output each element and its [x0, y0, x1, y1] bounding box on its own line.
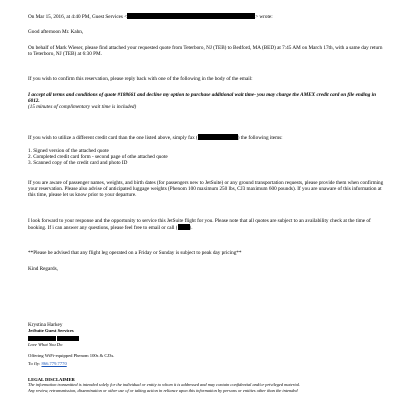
different-card-prefix: If you wish to utilize a different credit card than the one listed above, simply fax ( [28, 135, 198, 141]
different-card-suffix: ) the following items: [237, 135, 283, 141]
passenger-info-paragraph: If you are aware of passenger names, weights, and birth dates (for passengers new to JetSuite) or any ground transportation requests, please provide them when confirming your reservation. Please also advise of anticipated luggage weights (Phenom 100 maximum 250 lbs, CJ3 maximum 600 pounds). If you are unaware of this information at this time, please let us know prior to your departure. [28, 180, 384, 199]
different-card-line [28, 134, 384, 141]
signature-block [28, 322, 384, 366]
intro-paragraph: On behalf of Mark Wieser, please find attached your requested quote from Teterboro, NJ (TEB) to Bedford, MA (BED) at 7:45 AM on March 17th, with a same day return to Teterboro, NJ (TEB) at 6:30 PM. [28, 45, 383, 58]
closing-paragraph [28, 218, 384, 231]
list-item: 2. Completed credit card form - second page of othe attached quote [28, 154, 168, 161]
toll-free-prefix: To fly: [28, 360, 42, 366]
toll-free-link[interactable]: 866.779.7770 [41, 360, 67, 366]
redacted-contact-2 [57, 336, 79, 341]
closing-suffix: ). [189, 225, 193, 232]
signature-name: Krystina Harkey [28, 322, 63, 328]
greeting: Good afternoon Mr. Kahn, [28, 29, 84, 35]
header-suffix: > wrote: [255, 14, 273, 20]
toll-free-line [28, 361, 384, 366]
signature-team: JetSuite Guest Services [28, 328, 74, 334]
email-header [28, 13, 384, 20]
header-prefix: On Mar 15, 2016, at 4:40 PM, Guest Services < [28, 14, 128, 20]
list-item: 1. Signed version of the attached quote [28, 148, 109, 154]
legal-disclaimer [28, 377, 384, 393]
redacted-fax-number [198, 134, 238, 140]
accept-statement: I accept all terms and conditions of quote #188661 and decline my option to purchase additional wait time- you may charge the AMEX credit card on file ending in 6012. [28, 92, 376, 105]
closing-prefix: I look forward to your response and the opportunity to service this JetSuite flight for you. Please note that all quotes are subject to an availability check at the time of booking. If i can answer any questions, please feel free to email or call ( [28, 218, 371, 232]
confirm-instruction: If you wish to confirm this reservation, please reply back with one of the following in the body of the email: [28, 76, 253, 82]
peak-pricing-advisory: **Please be advised that any flight leg operated on a Friday or Sunday is subject to peak day pricing** [28, 250, 242, 256]
legal-line-1: The information transmitted is intended solely for the individual or entity to whom it is addressed and may contain confidential and/or privileged material. [28, 382, 301, 388]
items-list [28, 148, 384, 167]
redacted-contact-1 [28, 336, 56, 341]
signature-offering: Offering WiFi-equipped Phenom 100s & CJ3s. [28, 353, 115, 359]
signature-tagline: Love What You Do [28, 341, 63, 347]
wait-time-note: (15 minutes of complimentary wait time is included) [28, 104, 137, 110]
kind-regards: Kind Regards, [28, 266, 58, 272]
legal-heading: LEGAL DISCLAIMER [28, 377, 75, 382]
list-item: 3. Scanned copy of the credit card and photo ID [28, 160, 128, 167]
legal-line-2: Any review, retransmission, dissemination or other use of or taking action in reliance upon this information by persons or entities other than the intended [28, 387, 298, 393]
redacted-phone-number [178, 224, 190, 230]
redacted-email [127, 13, 255, 19]
